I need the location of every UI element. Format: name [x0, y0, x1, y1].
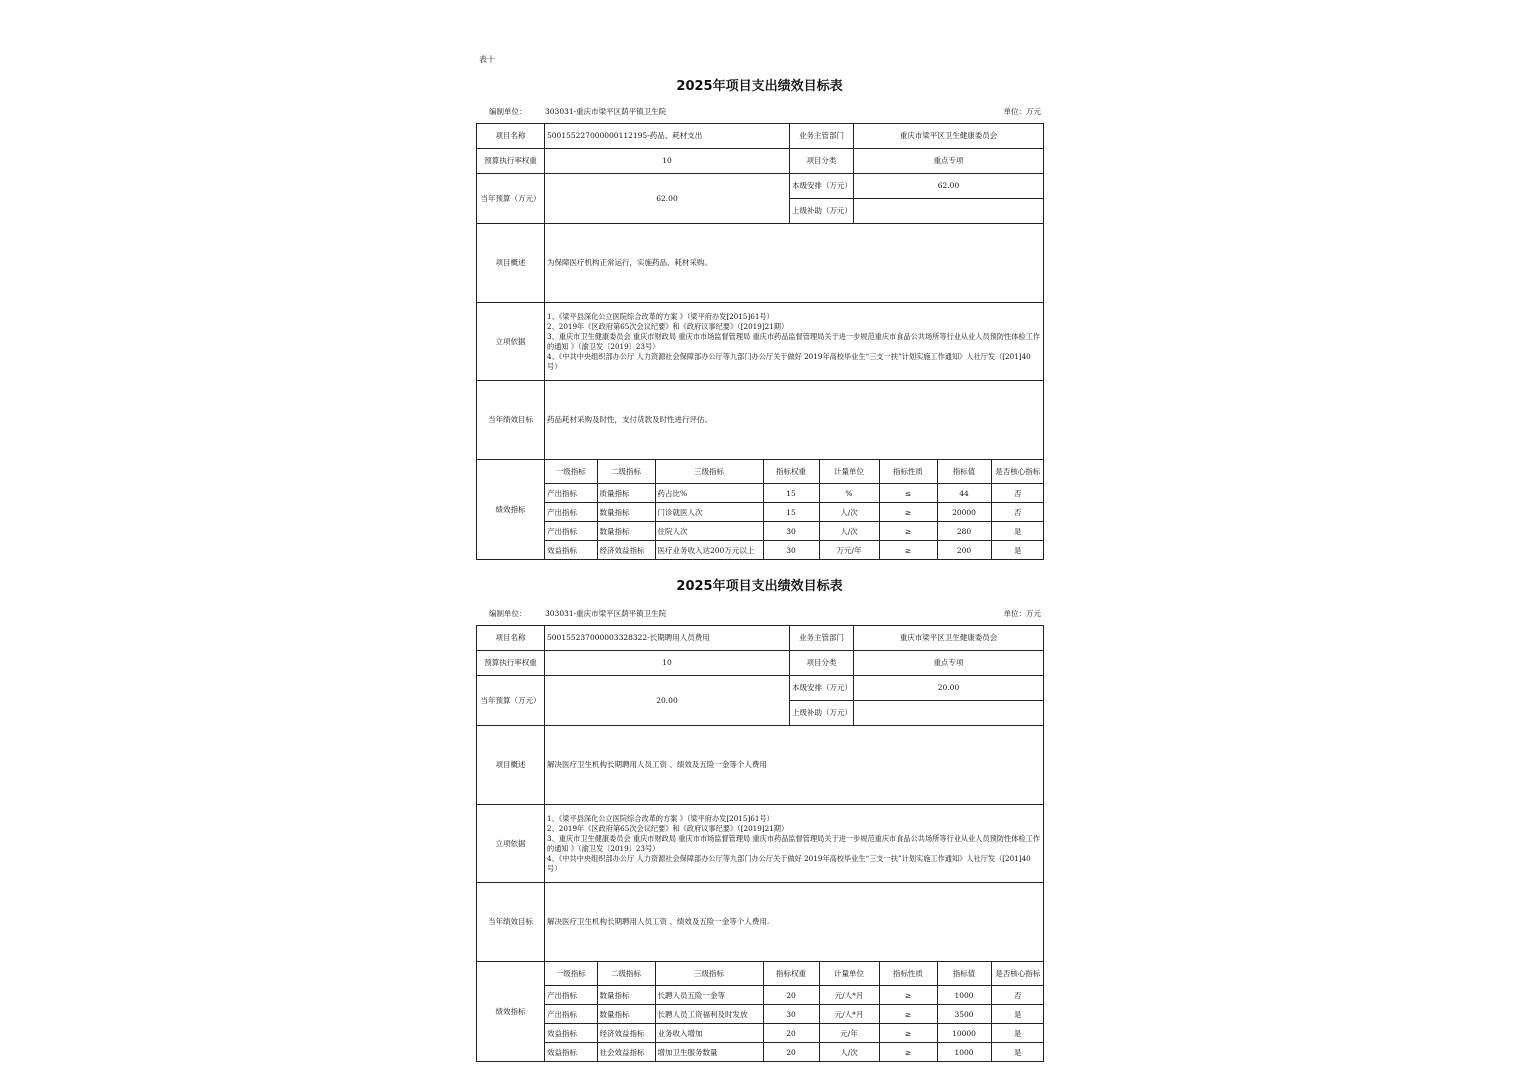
cell-unit: 元/年	[819, 1024, 879, 1043]
cell-nature: ≤	[879, 484, 937, 503]
cell-core: 否	[991, 484, 1044, 503]
table-row	[545, 503, 1044, 522]
cell-unit: 人/次	[819, 522, 879, 541]
cell-value: 1000	[937, 1043, 991, 1062]
cell-unit: 人/次	[819, 503, 879, 522]
form-title: 2025年项目支出绩效目标表	[676, 79, 843, 94]
cell-weight: 15	[763, 503, 819, 522]
cell-unit: 元/人*月	[819, 986, 879, 1005]
table-row	[545, 484, 1044, 503]
label-exec-weight: 预算执行率权重	[477, 651, 545, 676]
cell-l3: 长聘人员工资福利及时发放	[655, 1005, 763, 1024]
goal: 药品耗材采购及时性，支付货款及时性进行评估。	[545, 381, 1044, 460]
basis-line: 4、《中共中央组织部办公厅 人力资源社会保障部办公厅等九部门办公厅关于做好 2019年高校毕业生“三支一扶”计划实施工作通知》人社厅发（[201]40号）	[547, 351, 1031, 371]
money-unit: 单位：万元	[1003, 107, 1041, 116]
header-cell: 指标性质	[879, 460, 937, 484]
cell-core: 是	[991, 522, 1044, 541]
basis	[545, 805, 1044, 883]
cell-unit: 人/次	[819, 1043, 879, 1062]
category: 重点专项	[854, 651, 1044, 676]
unit-name: 303031-重庆市梁平区荫平镇卫生院	[545, 609, 667, 618]
indicator-table	[545, 460, 1044, 559]
project-name: 500155227000000112195-药品、耗材支出	[545, 124, 790, 149]
header-cell: 计量单位	[819, 460, 879, 484]
cell-l3: 增加卫生服务数量	[655, 1043, 763, 1062]
table-row	[545, 541, 1044, 560]
annual-budget: 20.00	[545, 676, 790, 726]
cell-core: 是	[991, 1005, 1044, 1024]
label-goal: 当年绩效目标	[477, 381, 545, 460]
header-cell: 一级指标	[545, 962, 597, 986]
cell-l2: 社会效益指标	[597, 1043, 655, 1062]
label-indicators: 绩效指标	[477, 962, 545, 1062]
basis-line: 1、《梁平县深化公立医院综合改革的方案 》（梁平府办发[2015]61号）	[547, 813, 774, 823]
indicator-header-row	[545, 460, 1044, 484]
cell-nature: ≥	[879, 1043, 937, 1062]
basis-line: 3、重庆市卫生健康委员会 重庆市财政局 重庆市市场监督管理局 重庆市药品监督管理局关于进一步规范重庆市食品公共场所等行业从业人员预防性体检工作的通知 》（渝卫发〔2019〕23号）	[547, 331, 1040, 351]
indicator-table	[545, 962, 1044, 1061]
form-meta	[476, 106, 1043, 118]
form-title: 2025年项目支出绩效目标表	[676, 579, 843, 594]
header-cell: 二级指标	[597, 962, 655, 986]
cell-l3: 门诊就医人次	[655, 503, 763, 522]
cell-value: 3500	[937, 1005, 991, 1024]
cell-nature: ≥	[879, 503, 937, 522]
label-goal: 当年绩效目标	[477, 883, 545, 962]
basis-line: 3、重庆市卫生健康委员会 重庆市财政局 重庆市市场监督管理局 重庆市药品监督管理局关于进一步规范重庆市食品公共场所等行业从业人员预防性体检工作的通知 》（渝卫发〔2019〕23号）	[547, 833, 1040, 853]
cell-unit: 万元/年	[819, 541, 879, 560]
exec-weight: 10	[545, 149, 790, 174]
cell-l3: 药占比%	[655, 484, 763, 503]
cell-core: 否	[991, 986, 1044, 1005]
cell-weight: 15	[763, 484, 819, 503]
cell-unit: 元/人*月	[819, 1005, 879, 1024]
cell-l3: 长聘人员五险一金等	[655, 986, 763, 1005]
cell-weight: 20	[763, 1024, 819, 1043]
indicator-block	[545, 962, 1044, 1062]
cell-value: 10000	[937, 1024, 991, 1043]
cell-l3: 医疗业务收入达200万元以上	[655, 541, 763, 560]
indicator-block	[545, 460, 1044, 560]
label-indicators: 绩效指标	[477, 460, 545, 560]
cell-core: 是	[991, 541, 1044, 560]
label-local-arrange: 本级安排（万元）	[790, 676, 854, 701]
header-cell: 指标权重	[763, 460, 819, 484]
label-category: 项目分类	[790, 149, 854, 174]
exec-weight: 10	[545, 651, 790, 676]
basis-line: 2、2019年《区政府第65次会议纪要》和《政府议事纪要》（[2019]21期）	[547, 321, 789, 331]
project-name: 500155237000003328322-长期聘用人员费用	[545, 626, 790, 651]
cell-weight: 20	[763, 1043, 819, 1062]
header-cell: 计量单位	[819, 962, 879, 986]
superior-subsidy	[854, 199, 1044, 224]
cell-nature: ≥	[879, 541, 937, 560]
cell-value: 20000	[937, 503, 991, 522]
local-arrange: 20.00	[854, 676, 1044, 701]
money-unit: 单位：万元	[1003, 609, 1041, 618]
cell-l1: 产出指标	[545, 503, 597, 522]
label-basis: 立项依据	[477, 303, 545, 381]
unit-label: 编制单位：	[489, 609, 527, 618]
category: 重点专项	[854, 149, 1044, 174]
overview: 为保障医疗机构正常运行，实施药品、耗材采购。	[545, 224, 1044, 303]
cell-core: 是	[991, 1043, 1044, 1062]
cell-nature: ≥	[879, 522, 937, 541]
cell-l1: 产出指标	[545, 1005, 597, 1024]
label-annual-budget: 当年预算（万元）	[477, 676, 545, 726]
dept: 重庆市梁平区卫生健康委员会	[854, 124, 1044, 149]
cell-weight: 20	[763, 986, 819, 1005]
table-row	[545, 1043, 1044, 1062]
basis	[545, 303, 1044, 381]
cell-l3: 业务收入增加	[655, 1024, 763, 1043]
cell-nature: ≥	[879, 986, 937, 1005]
goal: 解决医疗卫生机构长期聘用人员工资 、绩效及五险一金等个人费用.	[545, 883, 1044, 962]
dept: 重庆市梁平区卫生健康委员会	[854, 626, 1044, 651]
annual-budget: 62.00	[545, 174, 790, 224]
header-cell: 是否核心指标	[991, 962, 1044, 986]
header-cell: 指标性质	[879, 962, 937, 986]
cell-weight: 30	[763, 541, 819, 560]
label-category: 项目分类	[790, 651, 854, 676]
label-project-name: 项目名称	[477, 124, 545, 149]
table-row	[545, 1005, 1044, 1024]
header-cell: 指标权重	[763, 962, 819, 986]
cell-l1: 产出指标	[545, 484, 597, 503]
label-local-arrange: 本级安排（万元）	[790, 174, 854, 199]
cell-value: 1000	[937, 986, 991, 1005]
cell-core: 否	[991, 503, 1044, 522]
header-cell: 三级指标	[655, 460, 763, 484]
indicator-header-row	[545, 962, 1044, 986]
cell-nature: ≥	[879, 1005, 937, 1024]
cell-weight: 30	[763, 522, 819, 541]
unit-name: 303031-重庆市梁平区荫平镇卫生院	[545, 107, 667, 116]
cell-l2: 质量指标	[597, 484, 655, 503]
cell-l2: 数量指标	[597, 1005, 655, 1024]
header-cell: 指标值	[937, 460, 991, 484]
label-superior-subsidy: 上级补助（万元）	[790, 701, 854, 726]
cell-l2: 数量指标	[597, 503, 655, 522]
header-cell: 指标值	[937, 962, 991, 986]
unit-label: 编制单位：	[489, 107, 527, 116]
label-exec-weight: 预算执行率权重	[477, 149, 545, 174]
basis-line: 2、2019年《区政府第65次会议纪要》和《政府议事纪要》（[2019]21期）	[547, 823, 789, 833]
cell-value: 200	[937, 541, 991, 560]
label-basis: 立项依据	[477, 805, 545, 883]
table-tag: 表十	[479, 55, 495, 64]
table-row	[545, 522, 1044, 541]
label-annual-budget: 当年预算（万元）	[477, 174, 545, 224]
label-dept: 业务主管部门	[790, 626, 854, 651]
cell-l1: 产出指标	[545, 522, 597, 541]
cell-nature: ≥	[879, 1024, 937, 1043]
cell-l1: 效益指标	[545, 541, 597, 560]
label-superior-subsidy: 上级补助（万元）	[790, 199, 854, 224]
basis-line: 4、《中共中央组织部办公厅 人力资源社会保障部办公厅等九部门办公厅关于做好 2019年高校毕业生“三支一扶”计划实施工作通知》人社厅发（[201]40号）	[547, 853, 1031, 873]
superior-subsidy	[854, 701, 1044, 726]
cell-value: 280	[937, 522, 991, 541]
label-project-name: 项目名称	[477, 626, 545, 651]
cell-weight: 30	[763, 1005, 819, 1024]
performance-table	[476, 625, 1044, 1062]
cell-l1: 效益指标	[545, 1043, 597, 1062]
overview: 解决医疗卫生机构长期聘用人员工资 、绩效及五险一金等个人费用	[545, 726, 1044, 805]
header-cell: 二级指标	[597, 460, 655, 484]
cell-unit: %	[819, 484, 879, 503]
label-overview: 项目概述	[477, 726, 545, 805]
header-cell: 是否核心指标	[991, 460, 1044, 484]
local-arrange: 62.00	[854, 174, 1044, 199]
basis-line: 1、《梁平县深化公立医院综合改革的方案 》（梁平府办发[2015]61号）	[547, 311, 774, 321]
header-cell: 三级指标	[655, 962, 763, 986]
cell-l2: 数量指标	[597, 522, 655, 541]
cell-core: 是	[991, 1024, 1044, 1043]
cell-l2: 经济效益指标	[597, 541, 655, 560]
cell-value: 44	[937, 484, 991, 503]
table-row	[545, 1024, 1044, 1043]
label-dept: 业务主管部门	[790, 124, 854, 149]
cell-l2: 数量指标	[597, 986, 655, 1005]
header-cell: 一级指标	[545, 460, 597, 484]
cell-l3: 住院人次	[655, 522, 763, 541]
cell-l1: 效益指标	[545, 1024, 597, 1043]
cell-l1: 产出指标	[545, 986, 597, 1005]
label-overview: 项目概述	[477, 224, 545, 303]
table-row	[545, 986, 1044, 1005]
performance-table	[476, 123, 1044, 560]
cell-l2: 经济效益指标	[597, 1024, 655, 1043]
form-meta	[476, 608, 1043, 620]
